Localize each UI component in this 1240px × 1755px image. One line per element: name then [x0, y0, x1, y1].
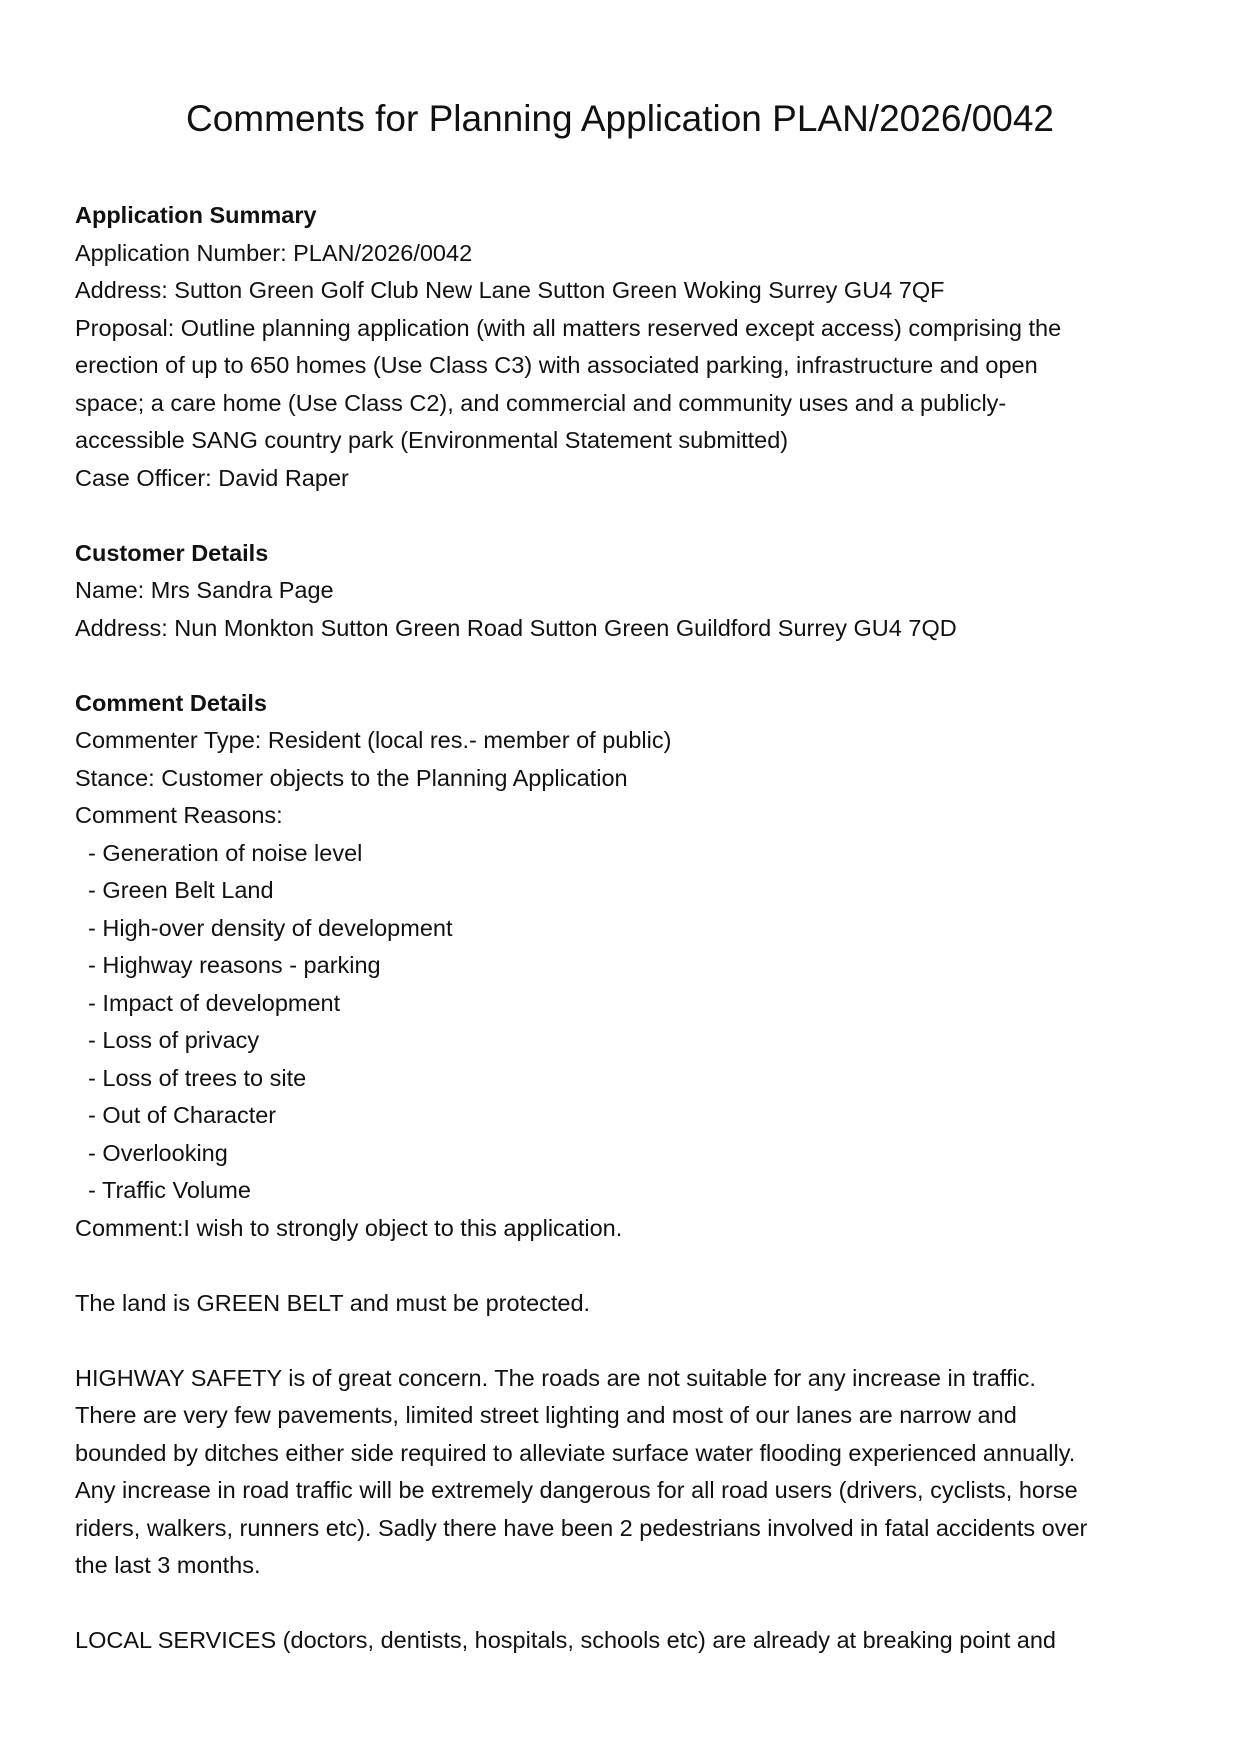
proposal-line: space; a care home (Use Class C2), and commercial and community uses and a publicly-: [75, 389, 1007, 416]
proposal-line: Proposal: Outline planning application (with all matters reserved except access) comprising the: [75, 314, 1062, 341]
highway-safety-line: bounded by ditches either side required to alleviate surface water flooding experienced annually.: [75, 1439, 1076, 1466]
highway-safety-line: the last 3 months.: [75, 1552, 261, 1578]
proposal-line: erection of up to 650 homes (Use Class C3) with associated parking, infrastructure and open: [75, 352, 1038, 378]
highway-safety-line: riders, walkers, runners etc). Sadly there have been 2 pedestrians involved in fatal accidents over: [75, 1514, 1088, 1541]
comment-reason: - Impact of development: [75, 989, 341, 1016]
highway-safety-line: HIGHWAY SAFETY is of great concern. The roads are not suitable for any increase in traffic.: [75, 1364, 1036, 1391]
stance: Stance: Customer objects to the Planning Application: [75, 764, 628, 791]
local-services-line: LOCAL SERVICES (doctors, dentists, hospitals, schools etc) are already at breaking point and: [75, 1627, 1056, 1653]
application-number: Application Number: PLAN/2026/0042: [75, 239, 473, 266]
comment-reason: - Highway reasons - parking: [75, 952, 381, 978]
comment-reason: - Green Belt Land: [75, 877, 274, 903]
comment-details-heading: Comment Details: [75, 689, 267, 716]
customer-address: Address: Nun Monkton Sutton Green Road Sutton Green Guildford Surrey GU4 7QD: [75, 614, 957, 641]
customer-details-heading: Customer Details: [75, 539, 269, 566]
commenter-type: Commenter Type: Resident (local res.- member of public): [75, 727, 672, 753]
page-title: Comments for Planning Application PLAN/2026/0042: [186, 98, 1054, 139]
spacer: [75, 497, 1175, 535]
highway-safety-line: Any increase in road traffic will be extremely dangerous for all road users (drivers, cyclists, horse: [75, 1477, 1078, 1503]
comment-reason: - Traffic Volume: [75, 1177, 251, 1203]
customer-name: Name: Mrs Sandra Page: [75, 577, 334, 603]
application-address: Address: Sutton Green Golf Club New Lane Sutton Green Woking Surrey GU4 7QF: [75, 277, 945, 303]
spacer: [75, 1247, 1175, 1285]
comment-intro: Comment:I wish to strongly object to this application.: [75, 1214, 623, 1241]
case-officer: Case Officer: David Raper: [75, 464, 349, 491]
spacer: [75, 1322, 1175, 1360]
spacer: [75, 647, 1175, 685]
comment-reason: - High-over density of development: [75, 914, 453, 941]
green-belt-paragraph: The land is GREEN BELT and must be protected.: [75, 1289, 591, 1316]
comment-reason: - Overlooking: [75, 1139, 228, 1166]
document-body: [75, 197, 1175, 1660]
comment-reason: - Loss of privacy: [75, 1027, 260, 1053]
comment-reason: - Loss of trees to site: [75, 1064, 307, 1091]
proposal-line: accessible SANG country park (Environmental Statement submitted): [75, 427, 789, 453]
highway-safety-line: There are very few pavements, limited street lighting and most of our lanes are narrow and: [75, 1402, 1017, 1428]
comment-reasons-label: Comment Reasons:: [75, 802, 283, 828]
comment-reason: - Generation of noise level: [75, 839, 363, 866]
spacer: [75, 1585, 1175, 1623]
comment-reason: - Out of Character: [75, 1102, 277, 1128]
application-summary-heading: Application Summary: [75, 202, 317, 228]
